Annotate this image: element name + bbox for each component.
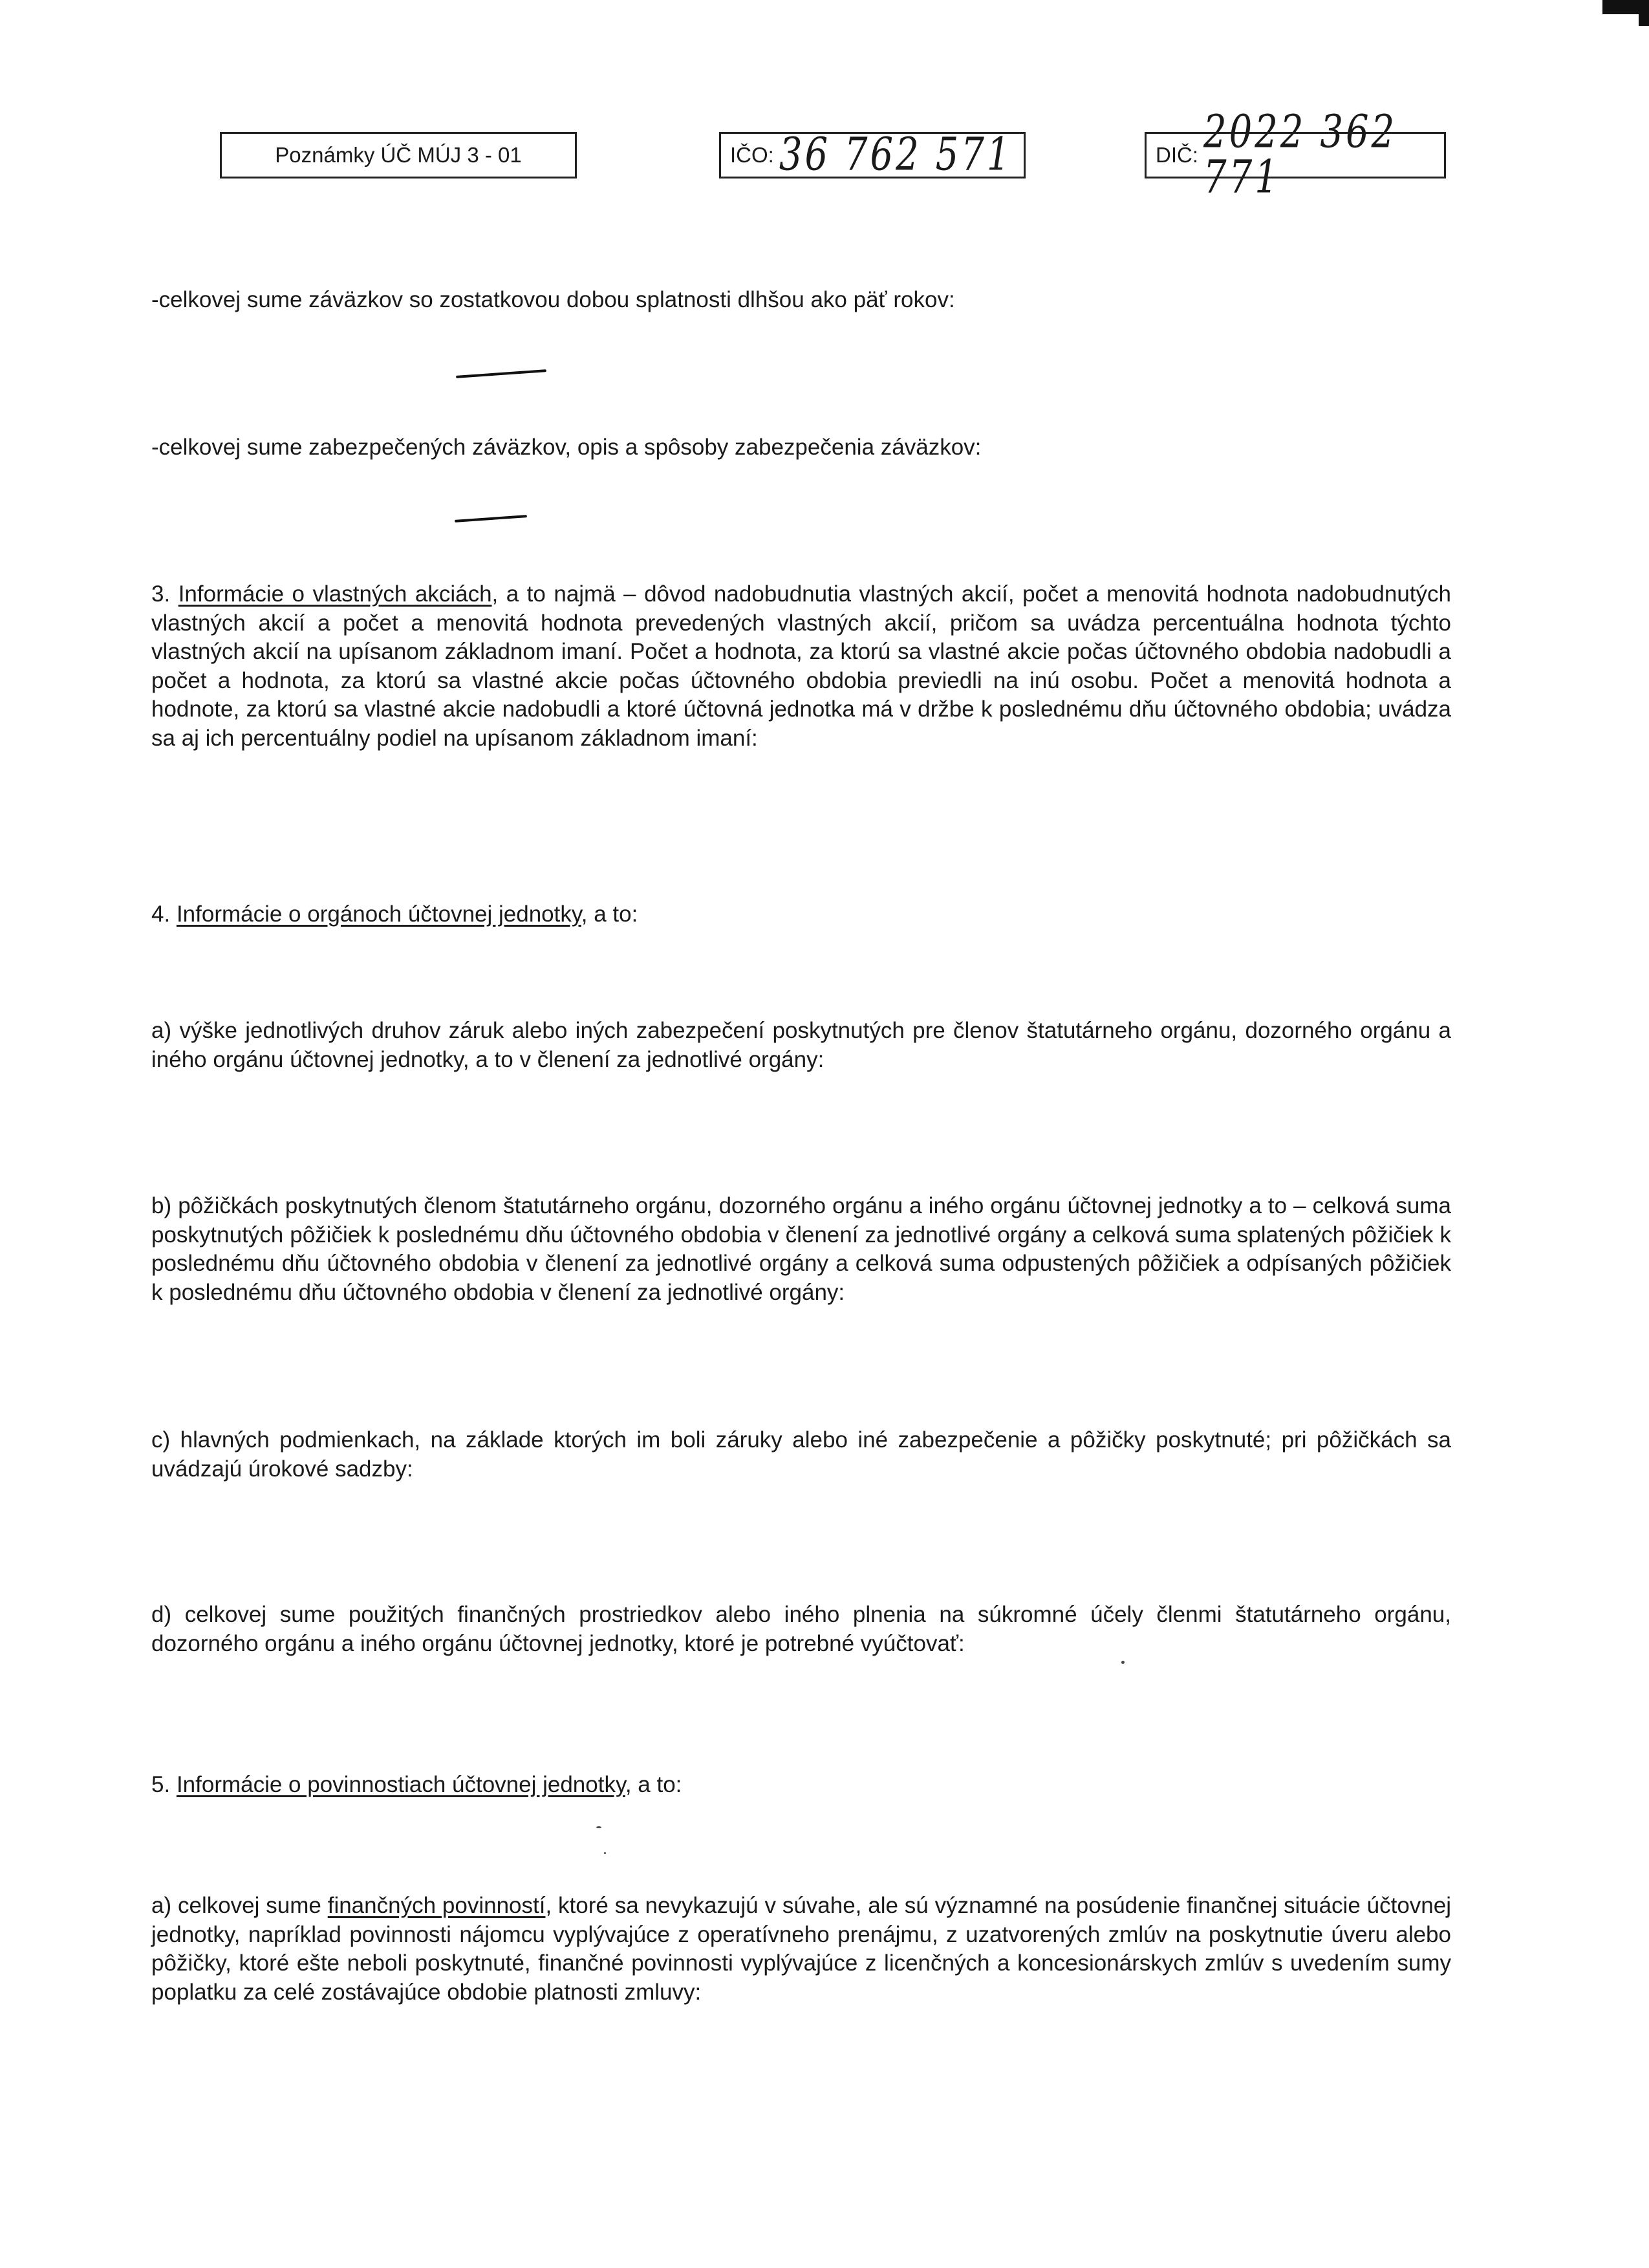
section-5-heading: Informácie o povinnostiach účtovnej jednotky (176, 1772, 625, 1797)
form-id-label: Poznámky ÚČ MÚJ 3 - 01 (275, 143, 522, 167)
scan-speck (596, 1826, 601, 1828)
empty-answer-dash (455, 515, 527, 523)
section-3-body: , a to najmä – dôvod nadobudnutia vlastných akcií, počet a menovitá hodnota nadobudnutých vlastných akcií a počet a menovitá hodnota prevedených vlastných akcií, pričom sa uvádza percentuálna hodnota týchto vlastných akcií na upísanom základnom imaní. Počet a hodnota, za ktorú sa vlastné akcie počas účtovného obdobia nadobudli a počet a hodnota, za ktorú sa vlastné akcie počas účtovného obdobia previedli na inú osobu. Počet a menovitá hodnota a hodnote, za ktorú sa vlastné akcie nadobudli a ktoré účtovná jednotka má v držbe k poslednému dňu účtovného obdobia; uvádza sa aj ich percentuálny podiel na upísanom základnom imaní: (151, 581, 1451, 751)
section-4-number: 4. (151, 902, 171, 927)
section-5-heading-line (151, 1771, 1451, 1800)
section-5a-prefix: a) celkovej sume (151, 1893, 328, 1918)
section-3-text (151, 580, 1451, 753)
ico-box (719, 128, 1026, 181)
long-term-liabilities-text: -celkovej sume záväzkov so zostatkovou dobou splatnosti dlhšou ako päť rokov: (151, 287, 955, 312)
dic-label: DIČ: (1156, 143, 1198, 167)
dic-value: 2022 362 771 (1203, 105, 1397, 204)
section-3-heading: Informácie o vlastných akciách (178, 581, 492, 607)
section-5-suffix: , a to: (625, 1772, 682, 1797)
scan-speck (1121, 1661, 1125, 1664)
section-3-number: 3. (151, 581, 171, 607)
section-4a-text: a) výške jednotlivých druhov záruk alebo iných zabezpečení poskytnutých pre členov štatutárneho orgánu, dozorného orgánu a iného orgánu účtovnej jednotky, a to v členení za jednotlivé orgány: (151, 1018, 1451, 1072)
section-5a-text (151, 1892, 1451, 2007)
ico-label: IČO: (730, 143, 774, 167)
form-id-box (220, 132, 577, 178)
section-5-number: 5. (151, 1772, 171, 1797)
section-4c-text: c) hlavných podmienkach, na základe ktorých im boli záruky alebo iné zabezpečenie a pôžičky poskytnuté; pri pôžičkách sa uvádzajú úrokové sadzby: (151, 1427, 1451, 1482)
section-4-heading: Informácie o orgánoch účtovnej jednotky (176, 902, 581, 927)
section-4-heading-line (151, 900, 1451, 929)
section-5a-link: finančných povinností (327, 1893, 546, 1918)
section-5a-rest: , ktoré sa nevykazujú v súvahe, ale sú významné na posúdenie finančnej situácie účtovnej jednotky, napríklad povinnosti nájomcu vyplývajúce z operatívneho prenájmu, z uzatvorených zmlúv na poskytnutie úveru alebo pôžičky, ktoré ešte neboli poskytnuté, finančné povinnosti vyplývajúce z licenčných a koncesionárskych zmlúv s uvedením sumy poplatku za celé zostávajúce obdobie platnosti zmluvy: (151, 1893, 1452, 2005)
secured-liabilities-text: -celkovej sume zabezpečených záväzkov, opis a spôsoby zabezpečenia záväzkov: (151, 435, 982, 460)
section-4-suffix: , a to: (581, 902, 638, 927)
section-4b-text: b) pôžičkách poskytnutých členom štatutárneho orgánu, dozorného orgánu a iného orgánu účtovnej jednotky a to – celková suma poskytnutých pôžičiek k poslednému dňu účtovného obdobia v členení za jednotlivé orgány a celková suma splatených pôžičiek k poslednému dňu účtovného obdobia v členení za jednotlivé orgány a celková suma odpustených pôžičiek a odpísaných pôžičiek k poslednému dňu účtovného obdobia v členení za jednotlivé orgány: (151, 1193, 1451, 1305)
section-4d-text: d) celkovej sume použitých finančných prostriedkov alebo iného plnenia na súkromné účely členmi štatutárneho orgánu, dozorného orgánu a iného orgánu účtovnej jednotky, ktoré je potrebné vyúčtovať: (151, 1602, 1451, 1656)
ico-value: 36 762 571 (779, 128, 1013, 181)
dic-box (1145, 105, 1446, 204)
scan-speck (604, 1852, 606, 1854)
empty-answer-dash (456, 369, 546, 378)
scan-corner-mark (1602, 0, 1649, 14)
